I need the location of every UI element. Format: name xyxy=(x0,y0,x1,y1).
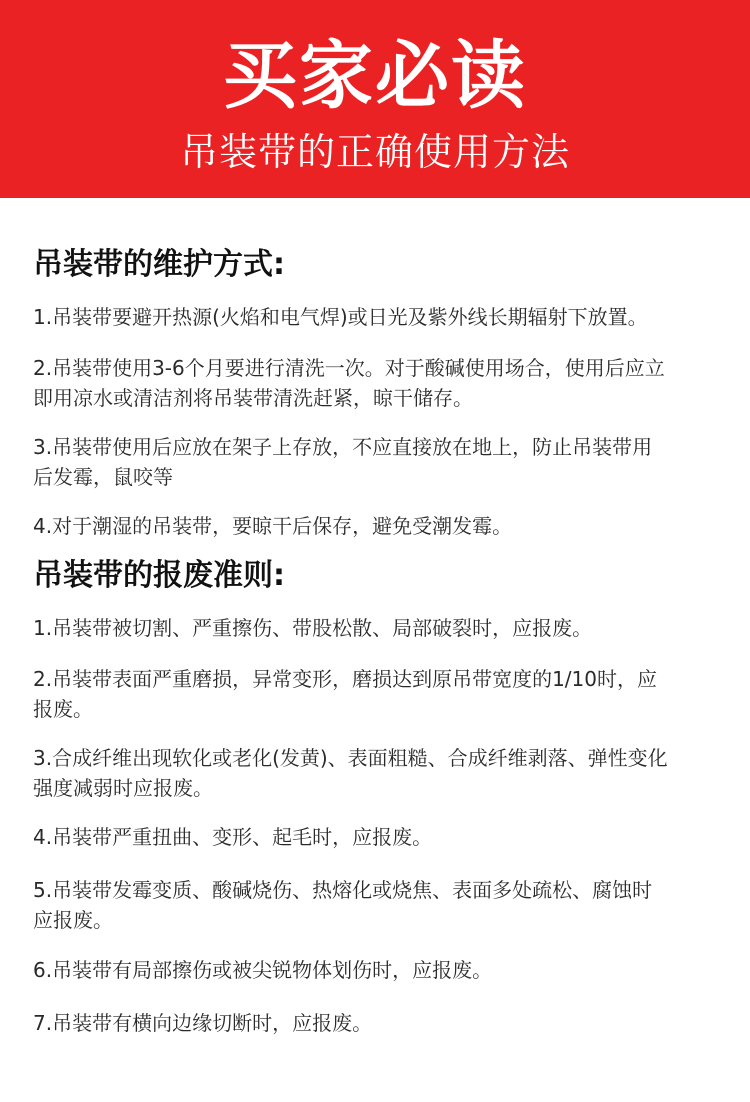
scrap-item-1 xyxy=(33,613,725,643)
scrap-item-7 xyxy=(33,1008,725,1038)
scrap-item-5 xyxy=(33,875,725,935)
maintenance-item-1-line-1: 1.吊装带要避开热源(火焰和电气焊)或日光及紫外线长期辐射下放置。 xyxy=(33,305,648,329)
maintenance-item-4-line-1: 4.对于潮湿的吊装带，要晾干后保存，避免受潮发霉。 xyxy=(33,514,513,538)
scrap-item-3 xyxy=(33,743,725,803)
maintenance-item-3 xyxy=(33,432,725,492)
scrap-item-2-line-1: 2.吊装带表面严重磨损，异常变形，磨损达到原吊带宽度的1/10时，应 xyxy=(33,667,657,691)
maintenance-item-1 xyxy=(33,302,725,332)
scrap-item-6 xyxy=(33,955,725,985)
scrap-item-6-line-1: 6.吊装带有局部擦伤或被尖锐物体划伤时，应报废。 xyxy=(33,958,493,982)
header-banner xyxy=(0,0,750,198)
maintenance-item-2-line-2: 即用凉水或清洁剂将吊装带清洗赶紧，晾干储存。 xyxy=(33,386,473,410)
scrap-item-2 xyxy=(33,664,725,724)
maintenance-item-2 xyxy=(33,353,725,413)
scrap-item-1-line-1: 1.吊装带被切割、严重擦伤、带股松散、局部破裂时，应报废。 xyxy=(33,616,593,640)
maintenance-item-3-line-1: 3.吊装带使用后应放在架子上存放，不应直接放在地上，防止吊装带用 xyxy=(33,435,653,459)
scrap-item-5-line-2: 应报废。 xyxy=(33,908,113,932)
scrap-item-4-line-1: 4.吊装带严重扭曲、变形、起毛时，应报废。 xyxy=(33,825,433,849)
scrap-item-4 xyxy=(33,822,725,852)
banner-title: 买家必读 xyxy=(223,33,527,119)
maintenance-item-2-line-1: 2.吊装带使用3-6个月要进行清洗一次。对于酸碱使用场合，使用后应立 xyxy=(33,356,665,380)
maintenance-heading: 吊装带的维护方式: xyxy=(33,247,285,282)
maintenance-item-3-line-2: 后发霉，鼠咬等 xyxy=(33,465,173,489)
scrap-item-3-line-2: 强度减弱时应报废。 xyxy=(33,776,213,800)
scrap-item-3-line-1: 3.合成纤维出现软化或老化(发黄)、表面粗糙、合成纤维剥落、弹性变化 xyxy=(33,746,668,770)
scrap-heading: 吊装带的报废准则: xyxy=(33,558,285,593)
scrap-item-7-line-1: 7.吊装带有横向边缘切断时，应报废。 xyxy=(33,1011,373,1035)
scrap-item-2-line-2: 报废。 xyxy=(33,697,93,721)
scrap-item-5-line-1: 5.吊装带发霉变质、酸碱烧伤、热熔化或烧焦、表面多处疏松、腐蚀时 xyxy=(33,878,653,902)
banner-subtitle: 吊装带的正确使用方法 xyxy=(179,130,570,174)
maintenance-item-4 xyxy=(33,511,725,541)
